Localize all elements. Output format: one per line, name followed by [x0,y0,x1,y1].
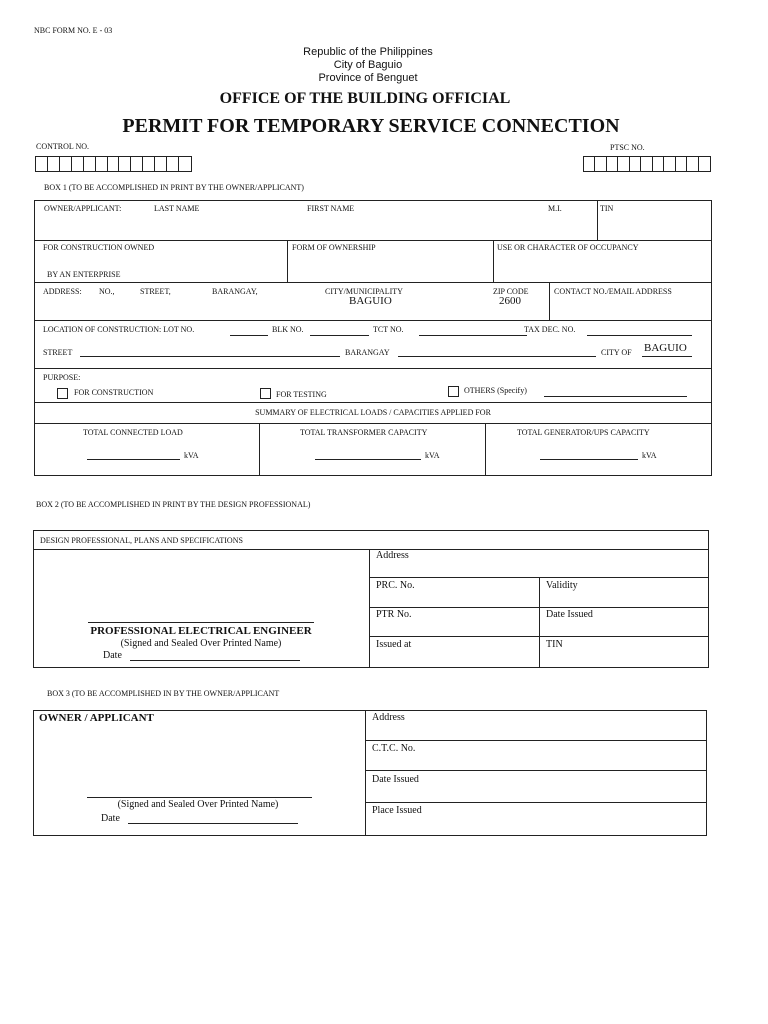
tax-dec-label: TAX DEC. NO. [524,325,576,334]
box2-heading: BOX 2 (TO BE ACCOMPLISHED IN PRINT BY THE DESIGN PROFESSIONAL) [36,500,311,509]
city-label: City of Baguio [333,59,403,71]
tax-dec-line[interactable] [587,335,692,336]
owner-date-line[interactable] [128,823,298,824]
others-checkbox[interactable] [448,386,459,397]
connected-load-unit: kVA [184,451,199,460]
prc-no-label: PRC. No. [376,580,415,591]
first-name-label: FIRST NAME [307,204,355,213]
box3-address-label: Address [372,712,405,723]
barangay-label: BARANGAY [345,348,390,357]
barangay-line[interactable] [398,356,596,357]
owner-applicant-label: OWNER/APPLICANT: [44,204,122,213]
form-number: NBC FORM NO. E - 03 [34,26,113,35]
box1-heading: BOX 1 (TO BE ACCOMPLISHED IN PRINT BY THE OWNER/APPLICANT) [44,183,304,192]
generator-unit: kVA [642,451,657,460]
owner-date-label: Date [101,813,120,824]
for-testing-checkbox[interactable] [260,388,271,399]
use-occupancy-input[interactable] [497,258,707,276]
total-generator-label: TOTAL GENERATOR/UPS CAPACITY [517,428,650,437]
ptr-no-label: PTR No. [376,609,412,620]
street-line[interactable] [80,356,340,357]
control-no-label: CONTROL NO. [36,142,90,151]
engineer-date-label: Date [103,650,122,661]
others-label: OTHERS (Specify) [464,386,527,395]
office-title: OFFICE OF THE BUILDING OFFICIAL [219,90,511,107]
republic-label: Republic of the Philippines [303,46,433,58]
lot-no-line[interactable] [230,335,268,336]
construction-owned-label-2: BY AN ENTERPRISE [47,270,121,279]
box2-tin-label: TIN [546,639,563,650]
engineer-date-line[interactable] [130,660,300,661]
for-construction-checkbox[interactable] [57,388,68,399]
address-street-label: STREET, [140,287,171,296]
engineer-signed-label: (Signed and Sealed Over Printed Name) [120,638,282,649]
transformer-line[interactable] [315,459,421,460]
owner-tin-input[interactable] [600,220,705,236]
purpose-label: PURPOSE: [43,373,81,382]
city-of-label: CITY OF [601,348,632,357]
total-connected-load-label: TOTAL CONNECTED LOAD [83,428,183,437]
for-testing-label: FOR TESTING [276,390,327,399]
box2-address-label: Address [376,550,409,561]
use-occupancy-label: USE OR CHARACTER OF OCCUPANCY [497,243,639,252]
tct-no-label: TCT NO. [373,325,404,334]
place-issued-label: Place Issued [372,805,422,816]
owner-applicant-title: OWNER / APPLICANT [39,712,154,724]
transformer-unit: kVA [425,451,440,460]
ptsc-no-label: PTSC NO. [610,143,645,152]
owner-signed-label: (Signed and Sealed Over Printed Name) [117,799,279,810]
connected-load-line[interactable] [87,459,180,460]
issued-at-label: Issued at [376,639,412,650]
province-label: Province of Benguet [318,72,418,84]
contact-label: CONTACT NO./EMAIL ADDRESS [554,287,672,296]
address-barangay-label: BARANGAY, [212,287,258,296]
ctc-no-label: C.T.C. No. [372,743,416,754]
generator-line[interactable] [540,459,638,460]
box3-frame [33,710,707,836]
others-specify-line[interactable] [544,396,687,397]
validity-label: Validity [546,580,578,591]
engineer-signature-line[interactable] [88,622,314,623]
form-of-ownership-label: FORM OF OWNERSHIP [292,243,376,252]
blk-no-label: BLK NO. [272,325,304,334]
city-municipality-label: CITY/MUNICIPALITY [325,287,403,296]
construction-owned-label: FOR CONSTRUCTION OWNED [43,243,155,252]
tin-label: TIN [600,204,614,213]
design-professional-label: DESIGN PROFESSIONAL, PLANS AND SPECIFICATIONS [40,536,243,545]
location-label: LOCATION OF CONSTRUCTION: LOT NO. [43,325,195,334]
city-of-value: BAGUIO [644,342,687,354]
owner-signature-line[interactable] [87,797,312,798]
zip-code-value: 2600 [499,295,521,307]
for-construction-label: FOR CONSTRUCTION [74,388,154,397]
ptsc-no-boxes[interactable] [583,156,711,172]
zip-code-label: ZIP CODE [493,287,529,296]
box3-date-issued-label: Date Issued [372,774,419,785]
mi-label: M.I. [548,204,562,213]
last-name-label: LAST NAME [154,204,200,213]
summary-heading: SUMMARY OF ELECTRICAL LOADS / CAPACITIES APPLIED FOR [255,408,491,417]
city-municipality-value: BAGUIO [349,295,392,307]
date-issued-label: Date Issued [546,609,593,620]
blk-no-line[interactable] [310,335,369,336]
engineer-title: PROFESSIONAL ELECTRICAL ENGINEER [90,625,312,637]
address-no-label: NO., [99,287,115,296]
street-label: STREET [43,348,73,357]
tct-no-line[interactable] [419,335,527,336]
form-of-ownership-input[interactable] [292,258,487,276]
total-transformer-label: TOTAL TRANSFORMER CAPACITY [300,428,428,437]
box3-heading: BOX 3 (TO BE ACCOMPLISHED IN BY THE OWNER/APPLICANT [47,689,280,698]
address-label: ADDRESS: [43,287,82,296]
control-no-boxes[interactable] [35,156,192,172]
owner-name-input[interactable] [44,220,584,236]
page-title: PERMIT FOR TEMPORARY SERVICE CONNECTION [122,115,620,137]
